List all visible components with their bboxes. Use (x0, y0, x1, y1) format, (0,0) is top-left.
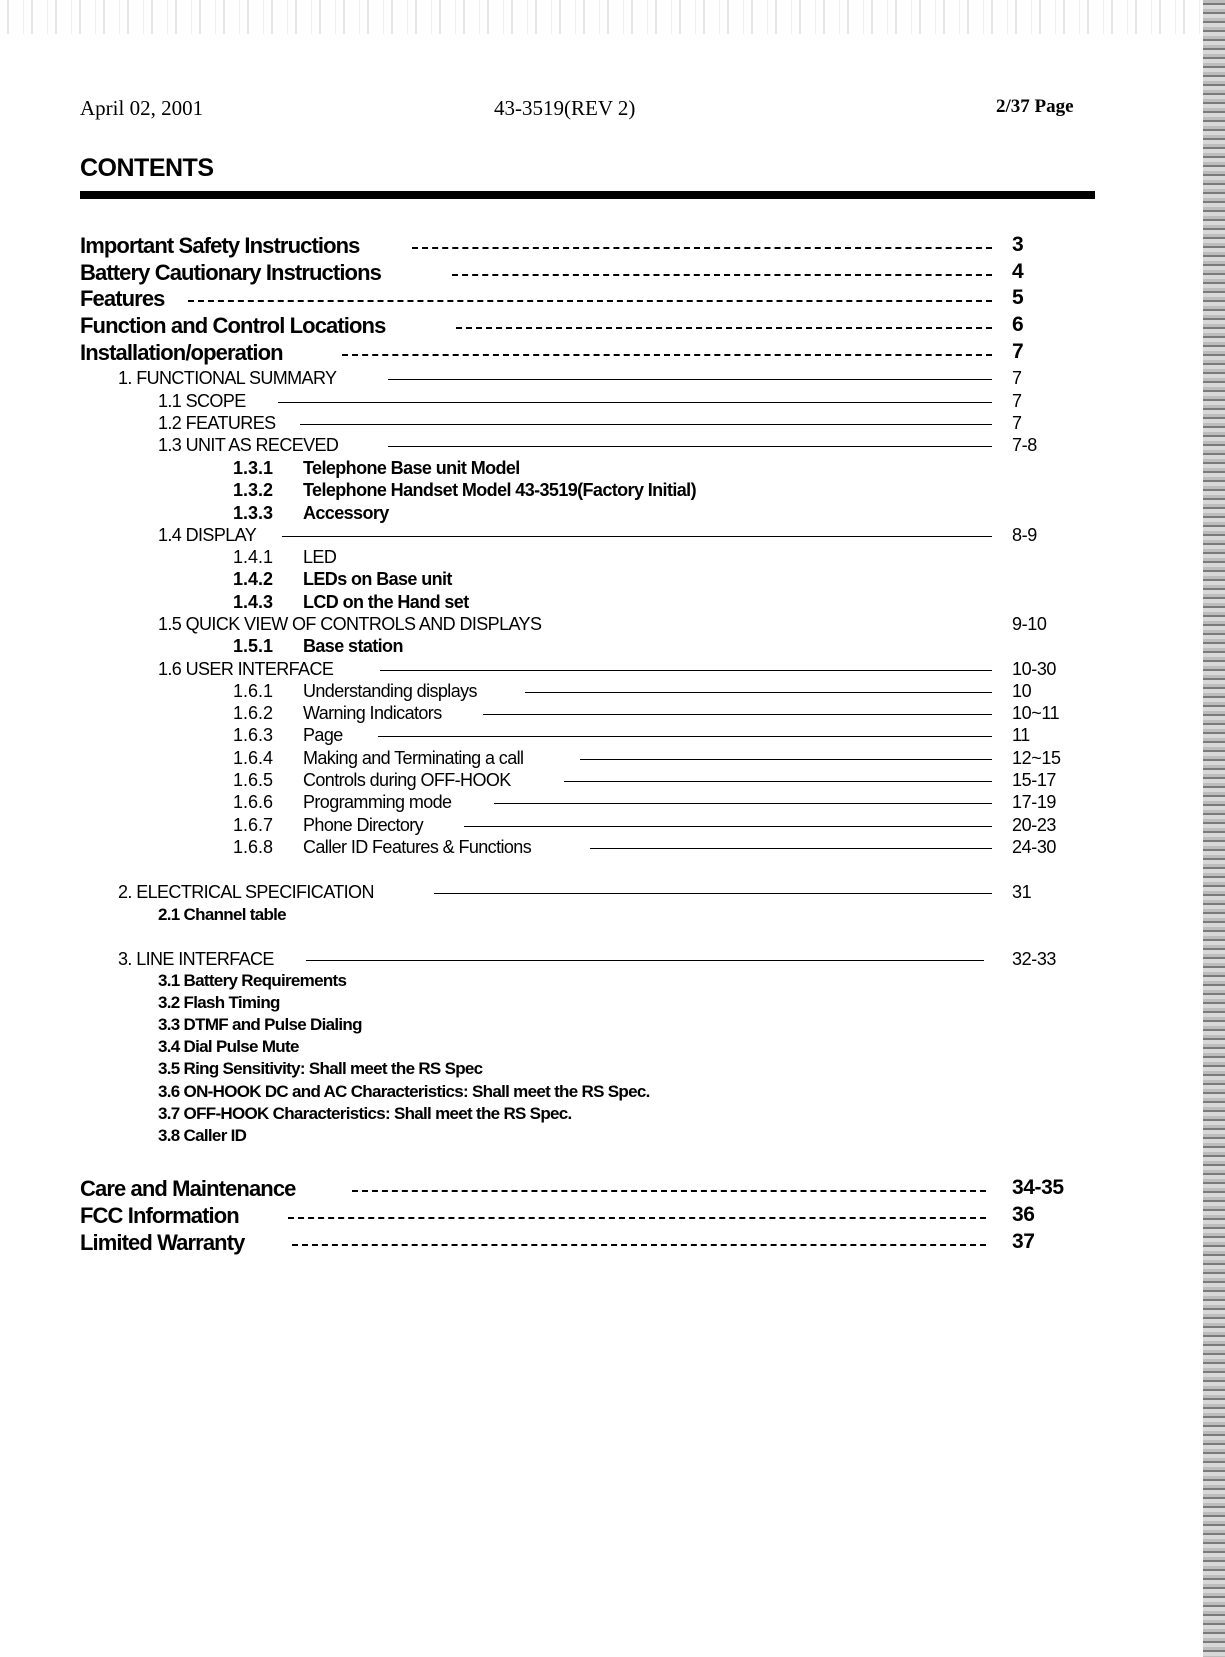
toc-leader (380, 670, 992, 671)
toc-entry-care-maintenance (0, 1176, 1225, 1200)
toc-label: 3.5 Ring Sensitivity: Shall meet the RS Spec (158, 1059, 483, 1078)
toc-entry-1-4-1 (0, 545, 1225, 569)
toc-entry-1-3-3 (0, 501, 1225, 525)
toc-leader (525, 692, 992, 693)
toc-number: 1.3.3 (233, 503, 274, 523)
toc-number: 1.6.4 (233, 748, 274, 768)
toc-number: 1.6.5 (233, 770, 274, 790)
toc-entry-1-6-4 (0, 746, 1225, 770)
toc-leader (452, 274, 992, 276)
toc-leader (388, 446, 992, 447)
toc-entry-display (0, 523, 1225, 547)
toc-leader (580, 759, 992, 760)
toc-label: Features (80, 286, 165, 311)
toc-entry-safety (0, 233, 1225, 257)
toc-number: 1.6.8 (233, 837, 274, 857)
toc-label: Limited Warranty (80, 1230, 245, 1255)
toc-page: 4 (1012, 260, 1024, 283)
toc-page: 20-23 (1012, 815, 1057, 835)
toc-entry-battery-caution (0, 260, 1225, 284)
toc-page: 10-30 (1012, 659, 1057, 679)
toc-entry-1-3-2 (0, 478, 1225, 502)
toc-entry-scope (0, 389, 1225, 413)
toc-label: Telephone Handset Model 43-3519(Factory Initial) (303, 480, 696, 500)
toc-number: 1.6.1 (233, 681, 274, 701)
toc-label: Base station (303, 636, 403, 656)
toc-page: 37 (1012, 1230, 1035, 1253)
toc-label: Understanding displays (303, 681, 477, 701)
toc-label: 3.1 Battery Requirements (158, 971, 347, 990)
toc-label: 1.2 FEATURES (158, 413, 276, 433)
toc-entry-1-6-3 (0, 723, 1225, 747)
toc-leader (494, 803, 992, 804)
toc-number: 1.4.2 (233, 569, 274, 589)
toc-label: Programming mode (303, 792, 452, 812)
toc-leader (282, 536, 992, 537)
toc-entry-quick-view (0, 612, 1225, 636)
toc-entry-3-2 (0, 991, 1225, 1015)
toc-page: 7 (1012, 340, 1024, 363)
toc-label: 3. LINE INTERFACE (118, 949, 274, 969)
header-doc-number: 43-3519(REV 2) (494, 96, 636, 120)
toc-label: FCC Information (80, 1203, 239, 1228)
toc-label: Warning Indicators (303, 703, 442, 723)
toc-entry-functional-summary (0, 366, 1225, 390)
toc-page: 11 (1012, 725, 1030, 745)
toc-label: 3.3 DTMF and Pulse Dialing (158, 1015, 362, 1034)
toc-entry-features-1-2 (0, 411, 1225, 435)
toc-leader (278, 402, 992, 403)
toc-label: 1.5 QUICK VIEW OF CONTROLS AND DISPLAYS (158, 614, 542, 634)
toc-label: 3.7 OFF-HOOK Characteristics: Shall meet the RS Spec. (158, 1104, 572, 1123)
toc-page: 32-33 (1012, 949, 1057, 969)
toc-label: Telephone Base unit Model (303, 458, 520, 478)
toc-entry-3-3 (0, 1013, 1225, 1037)
toc-entry-1-4-2 (0, 567, 1225, 591)
toc-label: LED (303, 547, 337, 567)
toc-page: 8-9 (1012, 525, 1037, 545)
toc-number: 1.5.1 (233, 636, 274, 656)
toc-page: 9-10 (1012, 614, 1047, 634)
toc-number: 1.6.7 (233, 815, 274, 835)
toc-entry-channel-table (0, 903, 1225, 927)
toc-entry-1-3-1 (0, 456, 1225, 480)
toc-leader (388, 379, 992, 380)
toc-entry-1-6-1 (0, 679, 1225, 703)
toc-entry-3-8 (0, 1124, 1225, 1148)
toc-page: 10 (1012, 681, 1032, 701)
toc-page: 7 (1012, 368, 1022, 388)
toc-label: 1.1 SCOPE (158, 391, 246, 411)
toc-leader (464, 826, 992, 827)
toc-number: 1.3.2 (233, 480, 274, 500)
toc-leader (483, 714, 992, 715)
toc-leader (378, 736, 992, 737)
toc-leader (412, 247, 992, 249)
toc-label: Making and Terminating a call (303, 748, 524, 768)
toc-page: 15-17 (1012, 770, 1057, 790)
toc-page: 10~11 (1012, 703, 1060, 723)
toc-label: Function and Control Locations (80, 313, 386, 338)
toc-number: 1.3.1 (233, 458, 274, 478)
toc-entry-1-6-5 (0, 768, 1225, 792)
toc-label: 3.6 ON-HOOK DC and AC Characteristics: Shall meet the RS Spec. (158, 1082, 650, 1101)
toc-number: 1.6.6 (233, 792, 274, 812)
toc-page: 17-19 (1012, 792, 1057, 812)
toc-label: 1.3 UNIT AS RECEVED (158, 435, 339, 455)
toc-entry-3-4 (0, 1035, 1225, 1059)
toc-entry-function-control (0, 313, 1225, 337)
toc-leader (306, 960, 984, 961)
toc-label: 1. FUNCTIONAL SUMMARY (118, 368, 337, 388)
toc-leader (342, 354, 992, 356)
toc-entry-1-4-3 (0, 590, 1225, 614)
toc-entry-user-interface (0, 657, 1225, 681)
toc-page: 34-35 (1012, 1176, 1064, 1199)
toc-label: Controls during OFF-HOOK (303, 770, 511, 790)
toc-page: 36 (1012, 1203, 1035, 1226)
toc-label: 1.6 USER INTERFACE (158, 659, 334, 679)
toc-entry-1-6-6 (0, 790, 1225, 814)
toc-page: 6 (1012, 313, 1024, 336)
toc-page: 24-30 (1012, 837, 1057, 857)
toc-page: 7 (1012, 391, 1022, 411)
title-rule (80, 191, 1095, 199)
header-page-indicator: 2/37 Page (996, 96, 1074, 117)
toc-entry-electrical-spec (0, 880, 1225, 904)
toc-page: 5 (1012, 286, 1024, 309)
toc-label: Battery Cautionary Instructions (80, 260, 381, 285)
toc-leader (564, 781, 992, 782)
toc-label: 3.2 Flash Timing (158, 993, 280, 1012)
toc-entry-1-5-1 (0, 634, 1225, 658)
toc-label: 1.4 DISPLAY (158, 525, 257, 545)
toc-number: 1.4.1 (233, 547, 274, 567)
toc-entry-unit-as-received (0, 433, 1225, 457)
toc-entry-3-6 (0, 1080, 1225, 1104)
toc-leader (352, 1190, 986, 1192)
toc-entry-installation (0, 340, 1225, 364)
header-date: April 02, 2001 (80, 96, 204, 120)
toc-label: Installation/operation (80, 340, 283, 365)
toc-number: 1.6.3 (233, 725, 274, 745)
toc-page: 31 (1012, 882, 1032, 902)
toc-label: LCD on the Hand set (303, 592, 469, 612)
toc-label: 2. ELECTRICAL SPECIFICATION (118, 882, 374, 902)
toc-leader (300, 424, 992, 425)
toc-label: LEDs on Base unit (303, 569, 452, 589)
toc-entry-3-1 (0, 969, 1225, 993)
toc-entry-line-interface (0, 947, 1225, 971)
toc-label: 3.8 Caller ID (158, 1126, 247, 1145)
toc-page: 12~15 (1012, 748, 1061, 768)
toc-leader (590, 848, 992, 849)
toc-label: Caller ID Features & Functions (303, 837, 532, 857)
toc-entry-1-6-2 (0, 701, 1225, 725)
toc-entry-features (0, 286, 1225, 310)
toc-label: Phone Directory (303, 815, 424, 835)
toc-label: 3.4 Dial Pulse Mute (158, 1037, 299, 1056)
toc-label: Important Safety Instructions (80, 233, 360, 258)
toc-entry-3-7 (0, 1102, 1225, 1126)
toc-entry-1-6-8 (0, 835, 1225, 859)
toc-leader (292, 1244, 986, 1246)
toc-label: Page (303, 725, 343, 745)
page-title: CONTENTS (80, 154, 214, 182)
toc-label: Accessory (303, 503, 389, 523)
toc-leader (456, 327, 992, 329)
toc-entry-1-6-7 (0, 813, 1225, 837)
toc-number: 1.6.2 (233, 703, 274, 723)
toc-page: 7-8 (1012, 435, 1037, 455)
toc-leader (434, 893, 992, 894)
toc-page: 7 (1012, 413, 1022, 433)
toc-leader (288, 1217, 986, 1219)
toc-page: 3 (1012, 233, 1024, 256)
toc-entry-fcc-information (0, 1203, 1225, 1227)
toc-label: 2.1 Channel table (158, 905, 286, 924)
toc-number: 1.4.3 (233, 592, 274, 612)
toc-entry-3-5 (0, 1057, 1225, 1081)
scan-noise-top (0, 0, 1225, 34)
toc-leader (188, 300, 992, 302)
toc-label: Care and Maintenance (80, 1176, 296, 1201)
toc-entry-limited-warranty (0, 1230, 1225, 1254)
